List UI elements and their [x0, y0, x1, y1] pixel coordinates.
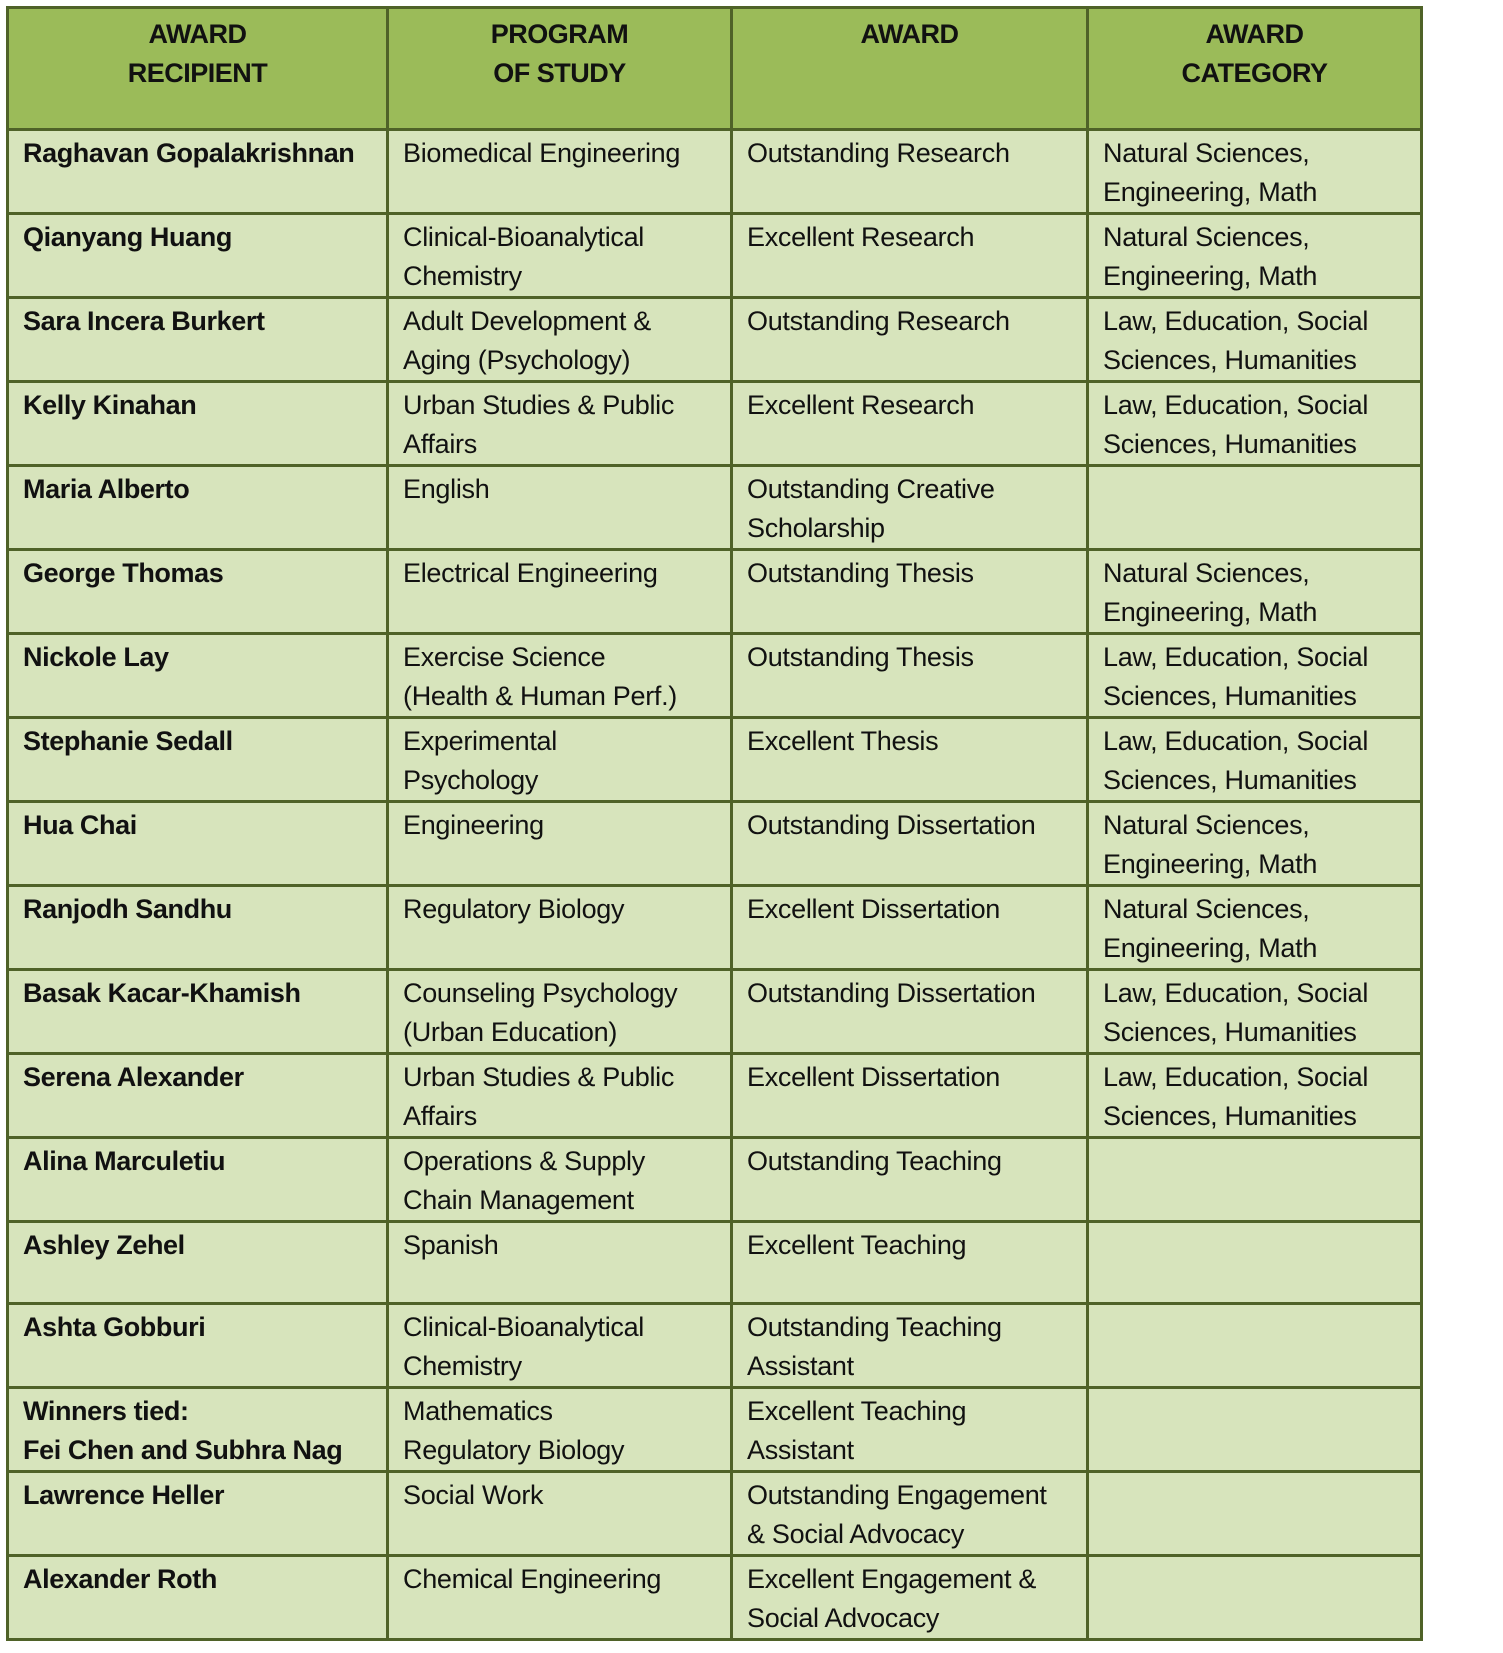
table-row — [8, 382, 1422, 466]
recipient-cell — [8, 298, 388, 382]
program-cell-text: Affairs — [403, 429, 477, 459]
award-cell — [732, 634, 1088, 718]
award-cell — [732, 1222, 1088, 1304]
recipient-cell — [8, 718, 388, 802]
recipient-cell — [8, 1054, 388, 1138]
award-cell-text: Outstanding Engagement — [747, 1480, 1047, 1510]
recipient-cell — [8, 970, 388, 1054]
program-cell-text: English — [403, 474, 490, 504]
program-cell-text: (Urban Education) — [403, 1017, 618, 1047]
program-cell — [388, 802, 732, 886]
recipient-cell-text: Qianyang Huang — [23, 222, 232, 252]
table-row — [8, 802, 1422, 886]
program-cell-text: Electrical Engineering — [403, 558, 658, 588]
category-cell-text: Law, Education, Social — [1103, 978, 1369, 1008]
program-cell-text: Affairs — [403, 1101, 477, 1131]
award-cell — [732, 1138, 1088, 1222]
award-cell-text: Assistant — [747, 1435, 854, 1465]
program-cell — [388, 886, 732, 970]
award-cell-text: Outstanding Creative — [747, 474, 995, 504]
header-award — [732, 8, 1088, 130]
recipient-cell — [8, 1556, 388, 1640]
recipient-cell-text: Ranjodh Sandhu — [23, 894, 232, 924]
award-cell-text: & Social Advocacy — [747, 1519, 965, 1549]
category-cell — [1088, 1222, 1422, 1304]
award-cell-text: Outstanding Teaching — [747, 1146, 1002, 1176]
program-cell-text: Operations & Supply — [403, 1146, 645, 1176]
recipient-cell-text: Hua Chai — [23, 810, 137, 840]
table-row — [8, 1472, 1422, 1556]
program-cell — [388, 634, 732, 718]
recipient-cell-text: Lawrence Heller — [23, 1480, 225, 1510]
recipient-cell — [8, 802, 388, 886]
program-cell-text: Urban Studies & Public — [403, 1062, 675, 1092]
table-row — [8, 1138, 1422, 1222]
category-cell — [1088, 1054, 1422, 1138]
award-cell — [732, 550, 1088, 634]
program-cell-text: Psychology — [403, 765, 539, 795]
category-cell — [1088, 298, 1422, 382]
category-cell-text: Sciences, Humanities — [1103, 1017, 1357, 1047]
category-cell — [1088, 1472, 1422, 1556]
category-cell — [1088, 382, 1422, 466]
program-cell-text: Clinical-Bioanalytical — [403, 222, 645, 252]
recipient-cell-text: Maria Alberto — [23, 474, 190, 504]
recipient-cell-text: George Thomas — [23, 558, 224, 588]
program-cell-text: Chemical Engineering — [403, 1564, 662, 1594]
award-cell — [732, 718, 1088, 802]
header-row — [8, 8, 1422, 130]
program-cell — [388, 550, 732, 634]
recipient-cell — [8, 1304, 388, 1388]
program-cell — [388, 718, 732, 802]
table-row — [8, 1556, 1422, 1640]
recipient-cell — [8, 466, 388, 550]
recipient-cell-text: Basak Kacar-Khamish — [23, 978, 301, 1008]
program-cell-text: Chemistry — [403, 1351, 522, 1381]
program-cell — [388, 1222, 732, 1304]
program-cell-text: Counseling Psychology — [403, 978, 678, 1008]
program-cell-text: Urban Studies & Public — [403, 390, 675, 420]
award-cell-text: Outstanding Teaching — [747, 1312, 1002, 1342]
program-cell — [388, 1054, 732, 1138]
table-row — [8, 1388, 1422, 1472]
award-cell — [732, 214, 1088, 298]
table-row — [8, 718, 1422, 802]
program-cell — [388, 970, 732, 1054]
category-cell-text: Law, Education, Social — [1103, 306, 1369, 336]
table-row — [8, 1304, 1422, 1388]
category-cell — [1088, 970, 1422, 1054]
category-cell — [1088, 550, 1422, 634]
program-cell — [388, 214, 732, 298]
category-cell — [1088, 466, 1422, 550]
category-cell-text: Engineering, Math — [1103, 177, 1318, 207]
award-cell — [732, 466, 1088, 550]
program-cell-text: Aging (Psychology) — [403, 345, 631, 375]
recipient-cell-text: Nickole Lay — [23, 642, 169, 672]
table-body — [8, 130, 1422, 1640]
recipient-cell-text: Alexander Roth — [23, 1564, 217, 1594]
recipient-cell-text: Alina Marculetiu — [23, 1146, 226, 1176]
program-cell-text: Regulatory Biology — [403, 894, 625, 924]
program-cell-text: Clinical-Bioanalytical — [403, 1312, 645, 1342]
category-cell-text: Natural Sciences, — [1103, 894, 1310, 924]
recipient-cell — [8, 1138, 388, 1222]
category-cell-text: Natural Sciences, — [1103, 138, 1310, 168]
award-cell-text: Excellent Teaching — [747, 1396, 967, 1426]
award-cell-text: Outstanding Thesis — [747, 642, 974, 672]
category-cell — [1088, 214, 1422, 298]
award-cell-text: Excellent Teaching — [747, 1230, 967, 1260]
table-row — [8, 1222, 1422, 1304]
category-cell — [1088, 130, 1422, 214]
recipient-cell-text: Ashley Zehel — [23, 1230, 185, 1260]
category-cell — [1088, 802, 1422, 886]
program-cell — [388, 466, 732, 550]
table-row — [8, 550, 1422, 634]
recipient-cell-text: Raghavan Gopalakrishnan — [23, 138, 355, 168]
award-cell-text: Outstanding Dissertation — [747, 810, 1036, 840]
program-cell — [388, 1388, 732, 1472]
table-row — [8, 298, 1422, 382]
program-cell — [388, 1138, 732, 1222]
award-cell — [732, 130, 1088, 214]
table-row — [8, 214, 1422, 298]
recipient-cell — [8, 886, 388, 970]
recipient-cell-text: Stephanie Sedall — [23, 726, 233, 756]
program-cell-text: Adult Development & — [403, 306, 651, 336]
header-label-line: CATEGORY — [1181, 58, 1328, 88]
award-cell-text: Excellent Engagement & — [747, 1564, 1037, 1594]
award-cell — [732, 802, 1088, 886]
category-cell-text: Law, Education, Social — [1103, 1062, 1369, 1092]
award-cell-text: Scholarship — [747, 513, 885, 543]
header-label-line: AWARD — [148, 19, 247, 49]
program-cell-text: (Health & Human Perf.) — [403, 681, 677, 711]
table-row — [8, 970, 1422, 1054]
table-row — [8, 1054, 1422, 1138]
category-cell — [1088, 634, 1422, 718]
category-cell-text: Engineering, Math — [1103, 933, 1318, 963]
header-label-line: OF STUDY — [493, 58, 626, 88]
category-cell-text: Sciences, Humanities — [1103, 681, 1357, 711]
program-cell-text: Engineering — [403, 810, 544, 840]
table-row — [8, 466, 1422, 550]
category-cell — [1088, 1388, 1422, 1472]
award-cell — [732, 1388, 1088, 1472]
category-cell-text: Engineering, Math — [1103, 849, 1318, 879]
header-award-category — [1088, 8, 1422, 130]
category-cell-text: Law, Education, Social — [1103, 726, 1369, 756]
recipient-cell-text: Ashta Gobburi — [23, 1312, 206, 1342]
award-cell — [732, 1304, 1088, 1388]
table-row — [8, 886, 1422, 970]
recipient-cell — [8, 1388, 388, 1472]
category-cell — [1088, 1304, 1422, 1388]
recipient-cell-text: Kelly Kinahan — [23, 390, 197, 420]
program-cell-text: Experimental — [403, 726, 557, 756]
header-label-line: RECIPIENT — [127, 58, 268, 88]
category-cell-text: Law, Education, Social — [1103, 390, 1369, 420]
program-cell — [388, 1472, 732, 1556]
recipient-cell — [8, 214, 388, 298]
recipient-cell — [8, 130, 388, 214]
award-cell — [732, 382, 1088, 466]
program-cell-text: Biomedical Engineering — [403, 138, 681, 168]
award-cell-text: Outstanding Research — [747, 306, 1010, 336]
header-label-line: AWARD — [860, 19, 959, 49]
program-cell-text: Spanish — [403, 1230, 499, 1260]
program-cell — [388, 298, 732, 382]
category-cell — [1088, 718, 1422, 802]
category-cell-text: Sciences, Humanities — [1103, 1101, 1357, 1131]
recipient-cell — [8, 550, 388, 634]
category-cell — [1088, 1138, 1422, 1222]
program-cell-text: Social Work — [403, 1480, 544, 1510]
program-cell — [388, 382, 732, 466]
header-label-line: PROGRAM — [490, 19, 629, 49]
recipient-cell — [8, 634, 388, 718]
recipient-cell — [8, 1222, 388, 1304]
award-cell-text: Excellent Dissertation — [747, 1062, 1001, 1092]
recipient-cell-text: Serena Alexander — [23, 1062, 244, 1092]
category-cell-text: Sciences, Humanities — [1103, 429, 1357, 459]
program-cell — [388, 130, 732, 214]
category-cell-text: Sciences, Humanities — [1103, 765, 1357, 795]
category-cell — [1088, 1556, 1422, 1640]
award-cell — [732, 1472, 1088, 1556]
category-cell-text: Law, Education, Social — [1103, 642, 1369, 672]
awards-table — [6, 6, 1423, 1641]
category-cell-text: Natural Sciences, — [1103, 222, 1310, 252]
program-cell-text: Exercise Science — [403, 642, 606, 672]
header-label-line: AWARD — [1205, 19, 1304, 49]
award-cell-text: Outstanding Research — [747, 138, 1010, 168]
award-cell-text: Outstanding Thesis — [747, 558, 974, 588]
table-row — [8, 130, 1422, 214]
award-cell-text: Excellent Thesis — [747, 726, 939, 756]
category-cell-text: Natural Sciences, — [1103, 558, 1310, 588]
award-cell-text: Excellent Research — [747, 222, 975, 252]
award-cell-text: Assistant — [747, 1351, 854, 1381]
table-row — [8, 634, 1422, 718]
award-cell-text: Outstanding Dissertation — [747, 978, 1036, 1008]
category-cell-text: Engineering, Math — [1103, 261, 1318, 291]
recipient-cell — [8, 382, 388, 466]
award-cell-text: Social Advocacy — [747, 1603, 940, 1633]
table-header — [8, 8, 1422, 130]
program-cell — [388, 1556, 732, 1640]
header-program-of-study — [388, 8, 732, 130]
category-cell-text: Natural Sciences, — [1103, 810, 1310, 840]
program-cell — [388, 1304, 732, 1388]
program-cell-text: Regulatory Biology — [403, 1435, 625, 1465]
award-cell — [732, 1054, 1088, 1138]
recipient-cell-text: Winners tied: — [23, 1396, 189, 1426]
category-cell — [1088, 886, 1422, 970]
program-cell-text: Chain Management — [403, 1185, 634, 1215]
recipient-cell-text: Fei Chen and Subhra Nag — [23, 1435, 343, 1465]
award-cell — [732, 298, 1088, 382]
category-cell-text: Engineering, Math — [1103, 597, 1318, 627]
category-cell-text: Sciences, Humanities — [1103, 345, 1357, 375]
program-cell-text: Chemistry — [403, 261, 522, 291]
award-cell — [732, 1556, 1088, 1640]
award-cell — [732, 970, 1088, 1054]
recipient-cell — [8, 1472, 388, 1556]
program-cell-text: Mathematics — [403, 1396, 553, 1426]
award-cell — [732, 886, 1088, 970]
award-cell-text: Excellent Dissertation — [747, 894, 1001, 924]
recipient-cell-text: Sara Incera Burkert — [23, 306, 265, 336]
header-award-recipient — [8, 8, 388, 130]
award-cell-text: Excellent Research — [747, 390, 975, 420]
